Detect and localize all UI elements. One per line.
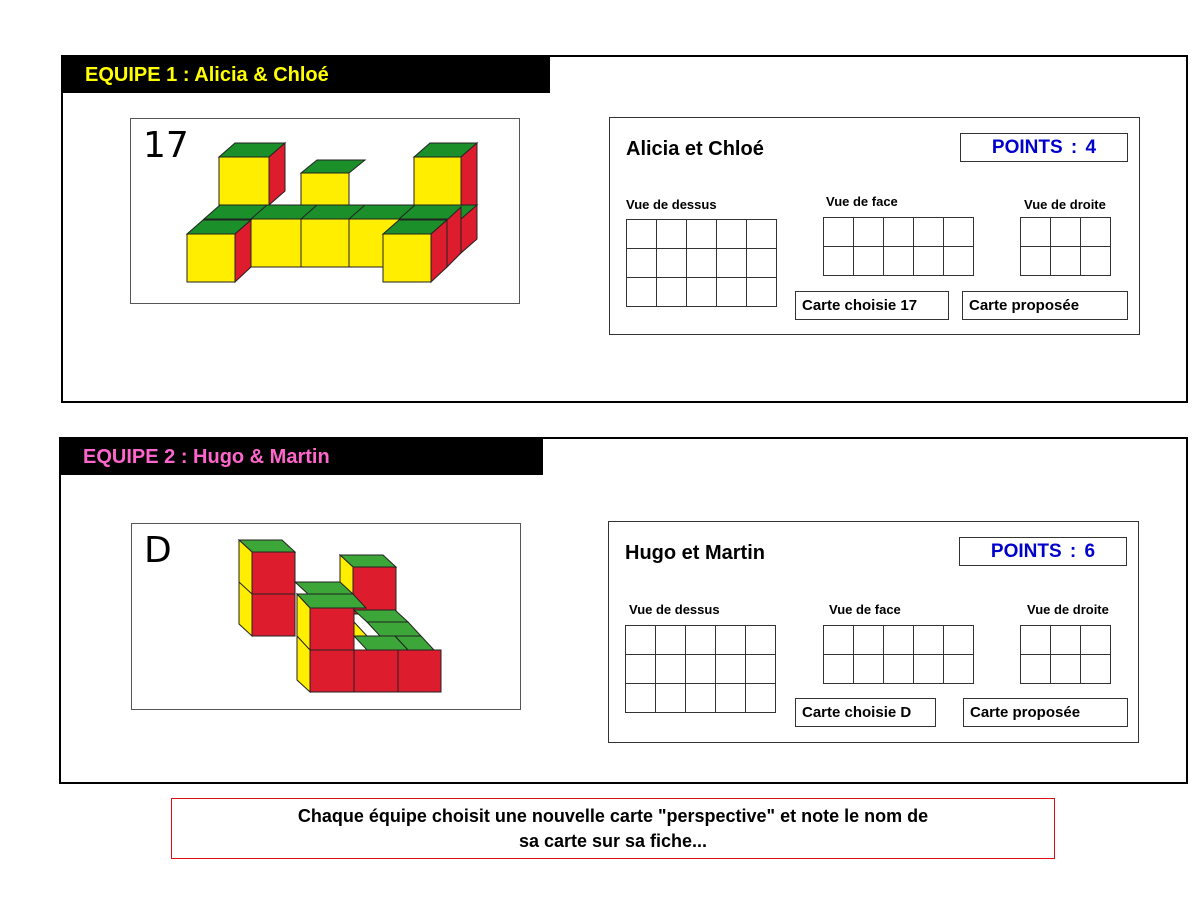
proposed-card-box[interactable]: Carte proposée <box>963 698 1128 727</box>
view-right-label: Vue de droite <box>1024 197 1106 212</box>
view-right-grid[interactable] <box>1020 217 1111 276</box>
view-right-grid[interactable] <box>1020 625 1111 684</box>
instruction-box <box>171 798 1055 859</box>
card-name: D <box>144 530 172 571</box>
view-top-label: Vue de dessus <box>629 602 720 617</box>
team-2-answer-sheet <box>608 521 1139 743</box>
team-1-panel <box>61 55 1188 403</box>
sheet-title: Alicia et Chloé <box>626 138 764 160</box>
view-front-grid[interactable] <box>823 625 974 684</box>
team-1-perspective-card[interactable] <box>130 118 520 304</box>
points-box: POINTS : 4 <box>960 133 1128 162</box>
view-front-label: Vue de face <box>826 194 898 209</box>
view-front-label: Vue de face <box>829 602 901 617</box>
team-1-answer-sheet <box>609 117 1140 335</box>
view-top-grid[interactable] <box>626 219 777 307</box>
view-front-grid[interactable] <box>823 217 974 276</box>
team-2-panel <box>59 437 1188 784</box>
cube-structure-image <box>132 524 522 711</box>
points-box: POINTS : 6 <box>959 537 1127 566</box>
team-2-header: EQUIPE 2 : Hugo & Martin <box>61 439 543 475</box>
view-right-label: Vue de droite <box>1027 602 1109 617</box>
sheet-title: Hugo et Martin <box>625 542 765 564</box>
chosen-card-box: Carte choisie D <box>795 698 936 727</box>
proposed-card-box[interactable]: Carte proposée <box>962 291 1128 320</box>
view-top-label: Vue de dessus <box>626 197 717 212</box>
team-1-header: EQUIPE 1 : Alicia & Chloé <box>63 57 550 93</box>
view-top-grid[interactable] <box>625 625 776 713</box>
instruction-line-1: Chaque équipe choisit une nouvelle carte "perspective" et note le nom de <box>297 806 929 826</box>
instruction-line-2: sa carte sur sa fiche... <box>518 831 708 851</box>
chosen-card-box: Carte choisie 17 <box>795 291 949 320</box>
cube-structure-image <box>131 119 521 305</box>
team-2-perspective-card[interactable] <box>131 523 521 710</box>
card-name: 17 <box>143 125 189 166</box>
